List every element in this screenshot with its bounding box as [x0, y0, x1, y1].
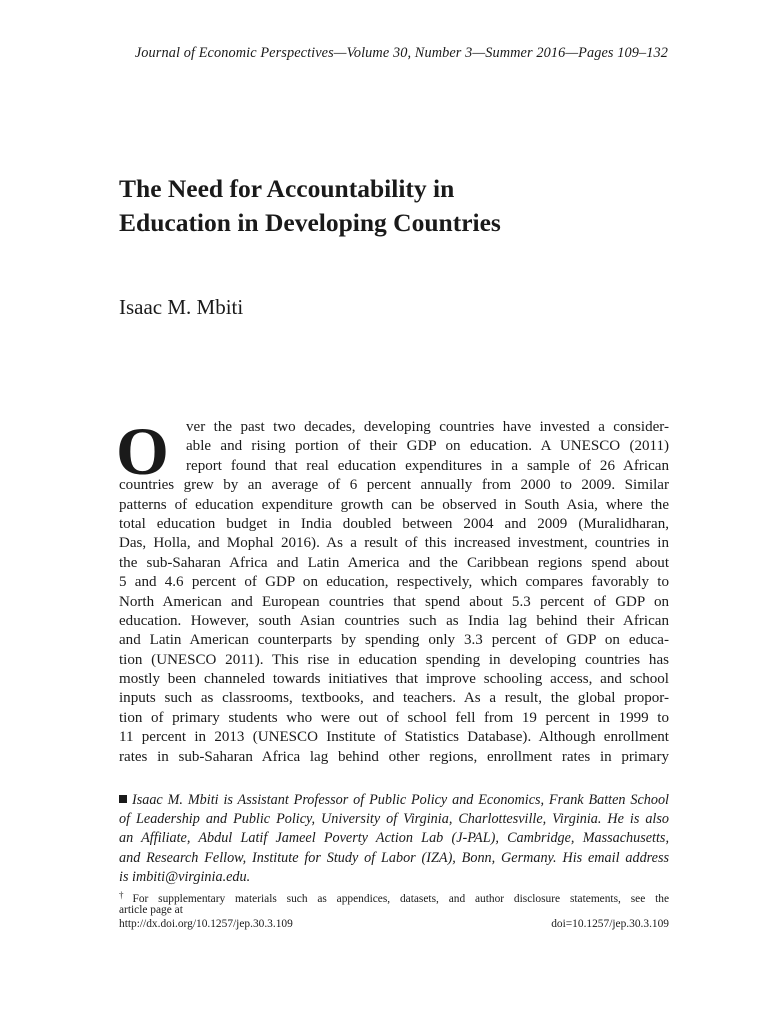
body-line: and Latin American counterparts by spending only 3.3 percent of GDP on educa-: [119, 632, 669, 649]
body-line: inputs such as classrooms, textbooks, and teachers. As a result, the global propor-: [119, 690, 669, 707]
title-line-2: Education in Developing Countries: [119, 208, 501, 237]
running-head: Journal of Economic Perspectives—Volume 30, Number 3—Summer 2016—Pages 109–132: [134, 45, 668, 61]
body-line: mostly been channeled towards initiatives that improve schooling access, and school: [119, 671, 669, 688]
doi-text: doi=10.1257/jep.30.3.109: [551, 918, 669, 931]
body-line: 5 and 4.6 percent of GDP on education, respectively, which compares favorably to: [119, 574, 669, 591]
supplementary-text: For supplementary materials such as appendices, datasets, and author disclosure statements, see the: [132, 893, 670, 905]
article-url-link[interactable]: http://dx.doi.org/10.1257/jep.30.3.109: [119, 918, 293, 931]
author-footnote: [119, 791, 669, 887]
footnote-line: is imbiti@virginia.edu.: [119, 868, 251, 885]
footnote-line: of Leadership and Public Policy, University of Virginia, Charlottesville, Virginia. He is also: [119, 811, 669, 828]
body-line: North American and European countries that spend about 5.3 percent of GDP on: [119, 593, 669, 610]
body-line: education. However, south Asian countries such as India lag behind their African: [119, 612, 669, 629]
footnote-line: an Affiliate, Abdul Latif Jameel Poverty Action Lab (J-PAL), Cambridge, Massachusetts,: [119, 830, 669, 847]
dagger-mark: †: [119, 890, 131, 900]
body-line: total education budget in India doubled between 2004 and 2009 (Muralidharan,: [119, 515, 669, 532]
body-line: the sub-Saharan Africa and Latin America and the Caribbean regions spend about: [119, 554, 669, 571]
body-line: tion (UNESCO 2011). This rise in education spending in developing countries has: [119, 651, 669, 668]
supplementary-line-1: [119, 888, 669, 903]
body-line: rates in sub-Saharan Africa lag behind other regions, enrollment rates in primary: [119, 748, 669, 765]
footnote-text: Isaac M. Mbiti is Assistant Professor of Public Policy and Economics, Frank Batten School: [132, 792, 669, 808]
article-title: [119, 172, 679, 240]
footnote-line: and Research Fellow, Institute for Study of Labor (IZA), Bonn, Germany. His email address: [119, 849, 669, 866]
footnote-line-1: [119, 791, 669, 810]
body-line: Das, Holla, and Mophal 2016). As a result of this increased investment, countries in: [119, 535, 669, 552]
title-line-1: The Need for Accountability in: [119, 174, 455, 203]
author-name: Isaac M. Mbiti: [119, 295, 244, 319]
body-line: tion of primary students who were out of school fell from 19 percent in 1999 to: [119, 709, 669, 726]
square-bullet-icon: [119, 795, 127, 803]
body-line: 11 percent in 2013 (UNESCO Institute of Statistics Database). Although enrollment: [119, 729, 669, 746]
supplementary-line-2: article page at: [119, 903, 183, 916]
body-line: able and rising portion of their GDP on education. A UNESCO (2011): [186, 438, 669, 455]
body-line: patterns of education expenditure growth can be observed in South Asia, where the: [119, 496, 669, 513]
supplementary-note: [119, 888, 669, 932]
supplementary-links: [119, 917, 669, 932]
body-paragraph: [116, 413, 669, 767]
body-line: ver the past two decades, developing countries have invested a consider-: [186, 419, 669, 435]
body-line: countries grew by an average of 6 percent annually from 2000 to 2009. Similar: [119, 477, 669, 494]
body-line: report found that real education expenditures in a sample of 26 African: [186, 457, 669, 474]
drop-cap: O: [116, 413, 169, 489]
